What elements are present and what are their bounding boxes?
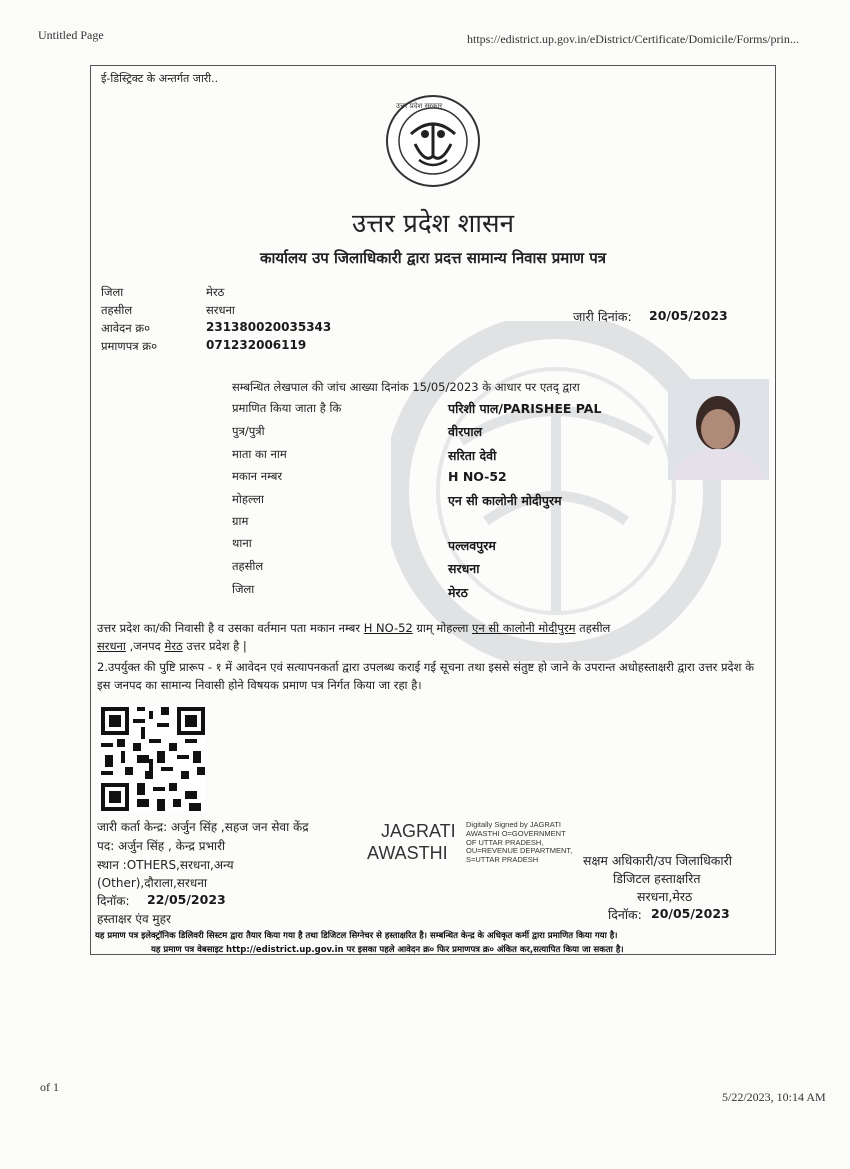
qr-code-icon — [101, 707, 205, 811]
issuer-date: 22/05/2023 — [147, 892, 226, 907]
holder-name: परिशी पाल/PARISHEE PAL — [448, 401, 602, 416]
police-station: पल्लवपुरम — [448, 538, 496, 553]
authority-location: सरधना,मेरठ — [637, 889, 693, 904]
issued-under-note: ई-डिस्ट्रिक्ट के अन्तर्गत जारी.. — [101, 72, 219, 85]
certificate — [90, 65, 776, 955]
tehsil: सरधना — [448, 561, 480, 576]
authority-title: सक्षम अधिकारी/उप जिलाधिकारी — [583, 853, 732, 868]
govt-title: उत्तर प्रदेश शासन — [351, 209, 515, 239]
authority-date: 20/05/2023 — [651, 906, 730, 921]
field-label: प्रमाणित किया जाता है कि — [232, 401, 342, 415]
field-label: ग्राम — [232, 514, 249, 528]
field-label: जिला — [232, 582, 255, 596]
watermark-emblem-icon — [391, 321, 721, 661]
issuer-post: पद: अर्जुन सिंह , केन्द्र प्रभारी — [97, 839, 226, 853]
issuer-place: स्थान :OTHERS,सरधना,अन्य — [97, 858, 234, 872]
authority-sign-status: डिजिटल हस्ताक्षरित — [613, 871, 701, 886]
field-label: पुत्र/पुत्री — [232, 424, 265, 438]
issue-date: 20/05/2023 — [649, 308, 728, 323]
mother-name: सरिता देवी — [448, 448, 497, 463]
meta-value: मेरठ — [206, 285, 225, 299]
page-url: https://edistrict.up.gov.in/eDistrict/Certificate/Domicile/Forms/prin... — [467, 32, 799, 46]
field-label: मकान नम्बर — [232, 469, 283, 483]
page-count: of 1 — [40, 1080, 59, 1094]
field-label: थाना — [232, 536, 252, 550]
meta-label: आवेदन क्र० — [101, 321, 151, 335]
sign-seal-label: हस्ताक्षर एंव मुहर — [97, 912, 171, 926]
field-label: मोहल्ला — [232, 492, 264, 506]
page-title: Untitled Page — [38, 28, 104, 42]
authority-date-label: दिनॉक: — [608, 907, 642, 922]
certificate-subtitle: कार्यालय उप जिलाधिकारी द्वारा प्रदत्त सामान्य निवास प्रमाण पत्र — [260, 249, 606, 267]
meta-value: सरधना — [206, 303, 235, 317]
issuer-date-label: दिनॉक: — [97, 894, 130, 908]
issuer-centre: जारी कर्ता केन्द्र: अर्जुन सिंह ,सहज जन सेवा केंद्र — [97, 820, 309, 834]
house-number: H NO-52 — [448, 469, 507, 484]
emblem-text: उत्तर प्रदेश सरकार — [396, 102, 443, 110]
meta-label: प्रमाणपत्र क्र० — [101, 339, 158, 353]
confirmation-paragraph: 2.उपर्युक्त की पुष्टि प्रारूप - १ में आवेदन एवं सत्यापनकर्ता द्वारा उपलब्ध कराई गई सूचना तथा इससे संतुष्ट हो जाने के उपरान्त अधोहस्ताक्षरी द्वारा उत्तर प्रदेश के इस जनपद का सामान्य निवासी होने विषयक प्रमाण पत्र निर्गत किया जा रहा है। — [97, 660, 754, 692]
meta-label: तहसील — [101, 303, 133, 317]
field-label: माता का नाम — [232, 447, 287, 461]
print-timestamp: 5/22/2023, 10:14 AM — [722, 1090, 826, 1104]
digital-signature-details: Digitally Signed by JAGRATI AWASTHI O=GOVERNMENT OF UTTAR PRADESH, OU=REVENUE DEPARTMENT, S=UTTAR PRADESH — [466, 820, 573, 865]
parent-name: वीरपाल — [448, 424, 483, 439]
issuer-place-2: (Other),दौराला,सरधना — [97, 876, 207, 890]
mohalla: एन सी कालोनी मोदीपुरम — [448, 493, 562, 508]
meta-label: जिला — [101, 285, 124, 299]
residence-paragraph: उत्तर प्रदेश का/की निवासी है व उसका वर्तमान पता मकान नम्बर H NO-52 ग्राम् मोहल्ला एन सी कालोनी मोदीपुरम तहसील सरधना ,जनपद मेरठ उत्तर प्रदेश है | — [97, 621, 611, 653]
certificate-number: 071232006119 — [206, 338, 307, 352]
district: मेरठ — [448, 585, 468, 600]
applicant-photo — [668, 379, 769, 480]
para-mohalla: एन सी कालोनी मोदीपुरम — [472, 621, 576, 635]
footer-note-1: यह प्रमाण पत्र इलेक्ट्रॉनिक डिलिवरी सिस्टम द्वारा तैयार किया गया है तथा डिजिटल सिग्नेचर से हस्ताक्षरित है। सम्बन्धित केन्द्र के अधिकृत कर्मी द्वारा प्रमाणित किया गया है। — [95, 931, 618, 941]
para-tehsil: सरधना — [97, 639, 126, 653]
footer-note-2: यह प्रमाण पत्र वेबसाइट http://edistrict.up.gov.in पर इसका पहले आवेदन क्र० फिर प्रमाणपत्र क्र० अंकित कर,सत्यापित किया जा सकता है। — [151, 945, 624, 955]
signer-name-line1: JAGRATI — [381, 821, 456, 841]
para-house: H NO-52 — [363, 621, 413, 635]
field-label: तहसील — [232, 559, 264, 573]
application-number: 231380020035343 — [206, 320, 332, 334]
para-district: मेरठ — [164, 639, 183, 653]
intro-line: सम्बन्धित लेखपाल की जांच आख्या दिनांक 15/05/2023 के आधार पर एतद् द्वारा — [232, 380, 580, 394]
signer-name-line2: AWASTHI — [367, 843, 448, 863]
issue-date-label: जारी दिनांक: — [573, 309, 632, 324]
